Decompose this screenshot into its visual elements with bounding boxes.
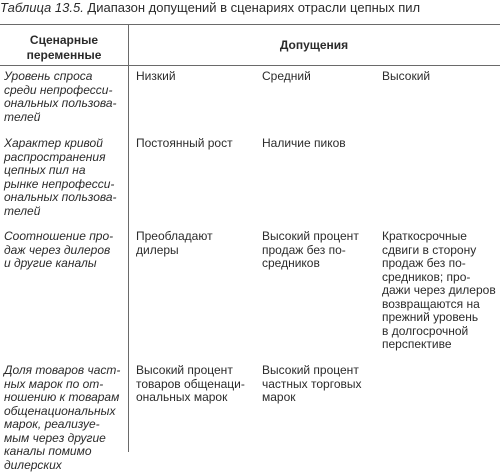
row-3-variable-line: даж через дилеров	[4, 242, 111, 257]
row-3-value-3	[382, 230, 498, 352]
header-variables-line-1: Сценарные	[29, 33, 99, 47]
row-2-variable-line: цепных пил на	[4, 163, 86, 177]
row-3-variable	[4, 230, 122, 271]
row-3-value-2-line: продаж без по-	[262, 242, 346, 257]
row-4-value-2-line: Высокий процент	[262, 363, 359, 377]
row-3-value-1-line: Преобладают	[136, 229, 213, 243]
row-3-value-3-line: средников; про-	[382, 269, 471, 284]
header-assumptions: Допущения	[279, 38, 349, 52]
assumptions-table	[0, 24, 500, 476]
row-2-variable	[4, 137, 122, 218]
table-top-rule	[0, 24, 500, 25]
header-variables-line-2: переменные	[26, 48, 102, 62]
row-3-value-1	[136, 230, 254, 257]
row-4-value-1-line: товаров общенаци-	[136, 376, 245, 391]
row-4-variable-line: мым через другие	[4, 430, 106, 445]
row-2-variable-line: рынке непрофесси-	[4, 176, 115, 191]
row-3-value-2-line: средников	[262, 256, 320, 270]
row-4-variable-line: ношению к товарам	[4, 390, 120, 404]
row-1-variable-line: ональных пользова-	[4, 96, 117, 110]
row-4-variable-line: дилерских	[4, 457, 62, 472]
row-1-value-3	[382, 70, 498, 84]
row-1-value-2-line: Средний	[262, 69, 311, 83]
row-1-value-1	[136, 70, 254, 84]
row-4-variable-line: общенациональных	[4, 403, 116, 418]
caption-text: Диапазон допущений в сценариях отрасли цепных пил	[83, 0, 421, 15]
row-1-value-2	[262, 70, 370, 84]
row-2-value-2-line: Наличие пиков	[262, 136, 346, 150]
row-2-variable-line: распространения	[4, 149, 106, 164]
row-4-value-2	[262, 364, 370, 405]
row-1-variable-line: телей	[4, 109, 41, 124]
row-3-value-3-line: Краткосрочные	[382, 229, 467, 243]
row-4-value-1	[136, 364, 254, 405]
row-1-variable-line: Уровень спроса	[4, 69, 93, 83]
row-4-value-2-line: марок	[262, 390, 296, 404]
row-2-variable-line: телей	[4, 203, 41, 218]
row-3-value-3-line: прежний уровень	[382, 310, 479, 324]
row-4-variable-line: ных марок по от-	[4, 376, 104, 391]
row-1-value-3-line: Высокий	[382, 69, 431, 83]
row-3-value-3-line: продаж без по-	[382, 256, 466, 270]
row-3-variable-line: Соотношение про-	[4, 229, 114, 243]
column-divider-1	[128, 24, 129, 452]
row-3-value-3-line: перспективе	[382, 337, 452, 351]
row-4-variable-line: Доля товаров част-	[4, 363, 121, 377]
row-4-variable-line: каналы помимо	[4, 444, 92, 458]
row-4-value-1-line: Высокий процент	[136, 363, 233, 377]
row-3-value-2-line: Высокий процент	[262, 229, 359, 243]
row-4-value-2-line: частных торговых	[262, 376, 362, 391]
table-caption	[0, 0, 500, 16]
row-2-value-1-line: Постоянный рост	[136, 136, 233, 150]
row-1-value-1-line: Низкий	[136, 69, 176, 83]
row-4-variable-line: марок, реализуе-	[4, 417, 100, 431]
row-1-variable-line: среди непрофесси-	[4, 82, 113, 97]
row-1-variable	[4, 70, 122, 124]
row-4-variable	[4, 364, 122, 472]
row-3-value-1-line: дилеры	[136, 242, 179, 257]
row-3-variable-line: и другие каналы	[4, 256, 97, 270]
row-3-value-2	[262, 230, 370, 271]
row-3-value-3-line: дажи через дилеров	[382, 283, 496, 297]
row-3-value-3-line: сдвиги в сторону	[382, 242, 477, 257]
row-4-value-1-line: ональных марок	[136, 390, 228, 404]
row-3-value-3-line: в долгосрочной	[382, 323, 469, 338]
row-2-variable-line: ональных пользова-	[4, 190, 117, 204]
header-bottom-rule	[0, 65, 500, 66]
caption-label: Таблица 13.5.	[0, 0, 84, 15]
row-2-value-1	[136, 137, 254, 151]
row-2-value-2	[262, 137, 370, 151]
row-2-variable-line: Характер кривой	[4, 136, 103, 150]
row-3-value-3-line: возвращаются на	[382, 296, 480, 311]
header-scenario-variables	[0, 33, 128, 63]
